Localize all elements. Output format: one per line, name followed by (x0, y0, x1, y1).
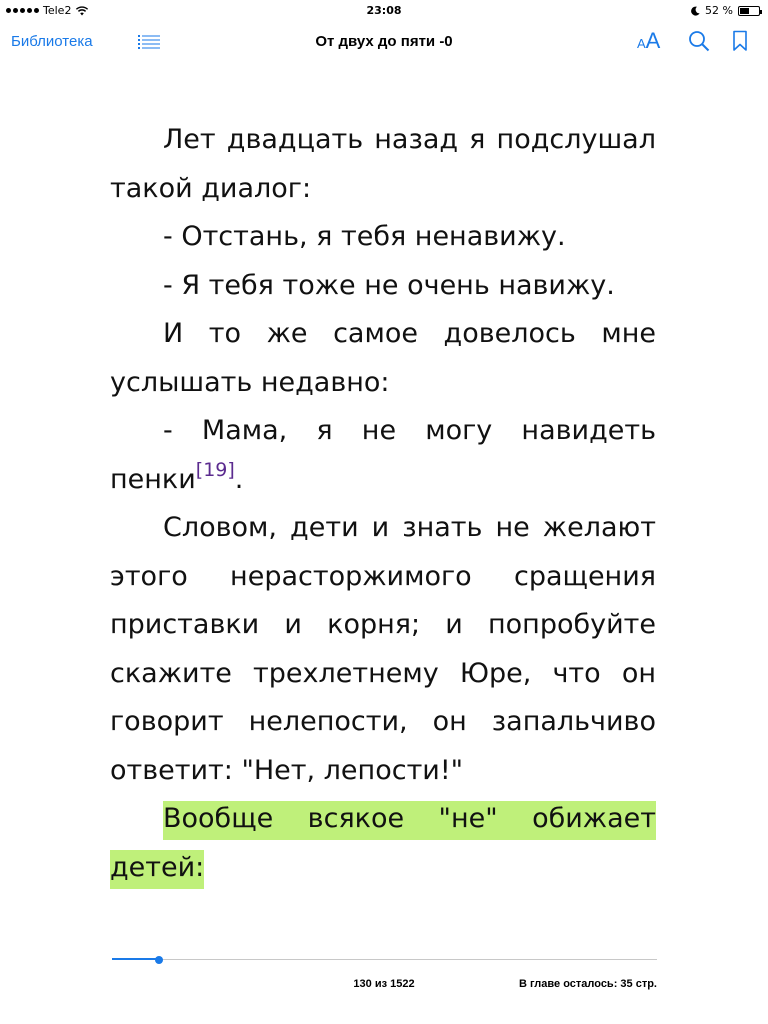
library-button[interactable]: Библиотека (11, 33, 93, 50)
book-page-text[interactable] (110, 116, 656, 892)
status-time: 23:08 (366, 4, 402, 17)
moon-icon (691, 6, 700, 16)
book-title: От двух до пяти -0 (315, 33, 453, 50)
page-scrubber[interactable] (112, 958, 657, 962)
paragraph: - Отстань, я тебя ненавижу. (163, 221, 566, 252)
font-small-glyph: A (637, 36, 646, 51)
reader-toolbar (0, 24, 768, 62)
list-icon[interactable] (138, 34, 160, 50)
battery-icon (738, 6, 760, 16)
page-position: 130 из 1522 (353, 978, 415, 990)
footnote-link[interactable]: [19] (195, 458, 235, 481)
status-right (691, 4, 760, 17)
font-big-glyph: A (645, 28, 661, 53)
carrier-name: Tele2 (43, 4, 72, 17)
highlighted-text[interactable]: Вообще всякое "не" обижает детей: (110, 801, 656, 889)
paragraph-text: - Мама, я не могу навидеть пенки (110, 415, 656, 495)
scrubber-knob[interactable] (155, 956, 163, 964)
paragraph: И то же самое довелось мне услышать недавно: (110, 318, 656, 398)
paragraph: Лет двадцать назад я подслушал такой диалог: (110, 124, 656, 204)
scrubber-track (112, 959, 657, 960)
paragraph (110, 795, 656, 892)
bookmark-icon[interactable] (732, 30, 748, 52)
battery-percent: 52 % (705, 4, 733, 17)
scrubber-progress (112, 958, 159, 960)
search-icon[interactable] (688, 30, 710, 52)
paragraph (110, 407, 656, 504)
paragraph: - Я тебя тоже не очень навижу. (163, 269, 615, 301)
font-size-icon[interactable] (637, 28, 660, 54)
battery-fill (740, 8, 749, 14)
status-bar (0, 0, 768, 20)
chapter-pages-remaining: В главе осталось: 35 стр. (519, 978, 657, 990)
paragraph-end: . (234, 463, 244, 495)
paragraph: Словом, дети и знать не желают этого нерасторжимого сращения приставки и корня; и попробуйте скажите трехлетнему Юре, что он говорит нелепости, он запальчиво ответит: "Нет, лепости!" (110, 512, 656, 786)
